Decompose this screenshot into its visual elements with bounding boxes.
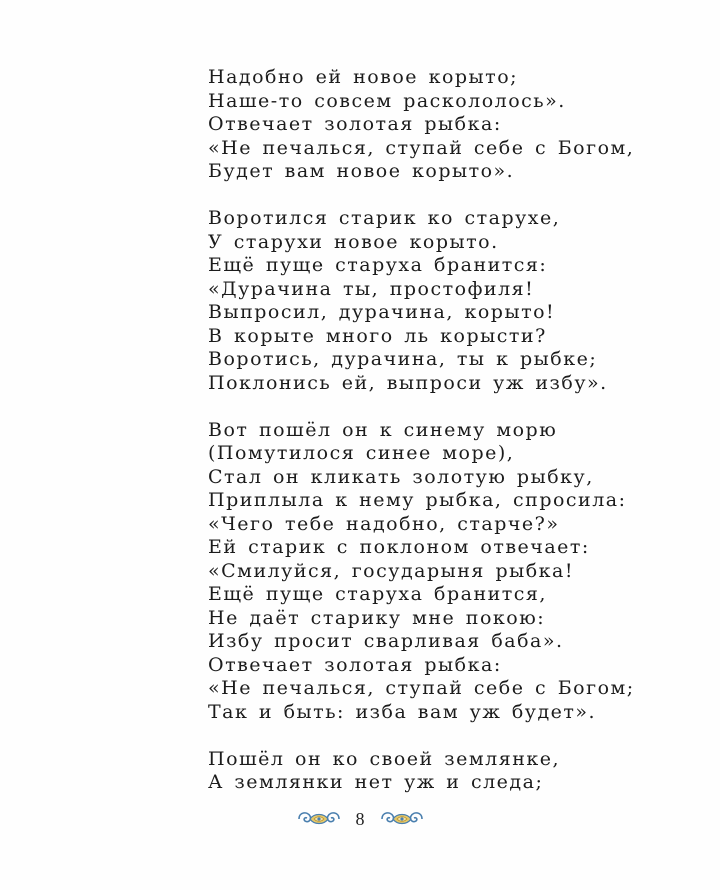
poem-text	[208, 66, 688, 818]
poem-line: Выпросил, дурачина, корыто!	[208, 301, 556, 323]
poem-line: Так и быть: изба вам уж будет».	[208, 700, 597, 723]
poem-line: Стал он кликать золотую рыбку,	[208, 465, 594, 488]
poem-line: Отвечает золотая рыбка:	[208, 113, 502, 135]
poem-line: Поклонись ей, выпроси уж избу».	[208, 371, 608, 394]
poem-line: Пошёл он ко своей землянке,	[208, 747, 561, 770]
poem-line: Ещё пуще старуха бранится:	[208, 254, 548, 276]
poem-line: «Смилуйся, государыня рыбка!	[208, 559, 574, 582]
poem-line: Приплыла к нему рыбка, спросила:	[208, 489, 627, 511]
poem-line: Избу просит сварливая баба».	[208, 630, 564, 652]
poem-line: Не даёт старику мне покою:	[208, 606, 546, 629]
poem-line: Ещё пуще старуха бранится,	[208, 583, 547, 605]
stanza	[208, 419, 688, 725]
poem-line: Воротись, дурачина, ты к рыбке;	[208, 348, 598, 370]
poem-line: «Чего тебе надобно, старче?»	[208, 512, 560, 535]
poem-line: «Не печалься, ступай себе с Богом;	[208, 677, 635, 699]
poem-line: А землянки нет уж и следа;	[208, 771, 544, 793]
stanza	[208, 207, 688, 395]
poem-line: «Не печалься, ступай себе с Богом,	[208, 136, 635, 159]
scroll-ornament-left-icon	[296, 808, 342, 830]
poem-line: Воротился старик ко старухе,	[208, 207, 561, 229]
page-number: 8	[355, 808, 365, 829]
stanza	[208, 66, 688, 184]
poem-line: У старухи новое корыто.	[208, 230, 499, 253]
poem-line: Будет вам новое корыто».	[208, 160, 515, 182]
poem-line: «Дурачина ты, простофиля!	[208, 277, 535, 300]
poem-line: Ей старик с поклоном отвечает:	[208, 536, 590, 558]
poem-line: В корыте много ль корысти?	[208, 324, 547, 347]
poem-line: Наше-то совсем раскололось».	[208, 89, 566, 112]
poem-line: Надобно ей новое корыто;	[208, 66, 519, 88]
scroll-ornament-right-icon	[379, 808, 425, 830]
poem-line: Отвечает золотая рыбка:	[208, 653, 502, 676]
page-footer	[0, 804, 720, 834]
poem-line: Вот пошёл он к синему морю	[208, 418, 558, 441]
stanza	[208, 748, 688, 795]
poem-line: (Помутилося синее море),	[208, 442, 515, 464]
